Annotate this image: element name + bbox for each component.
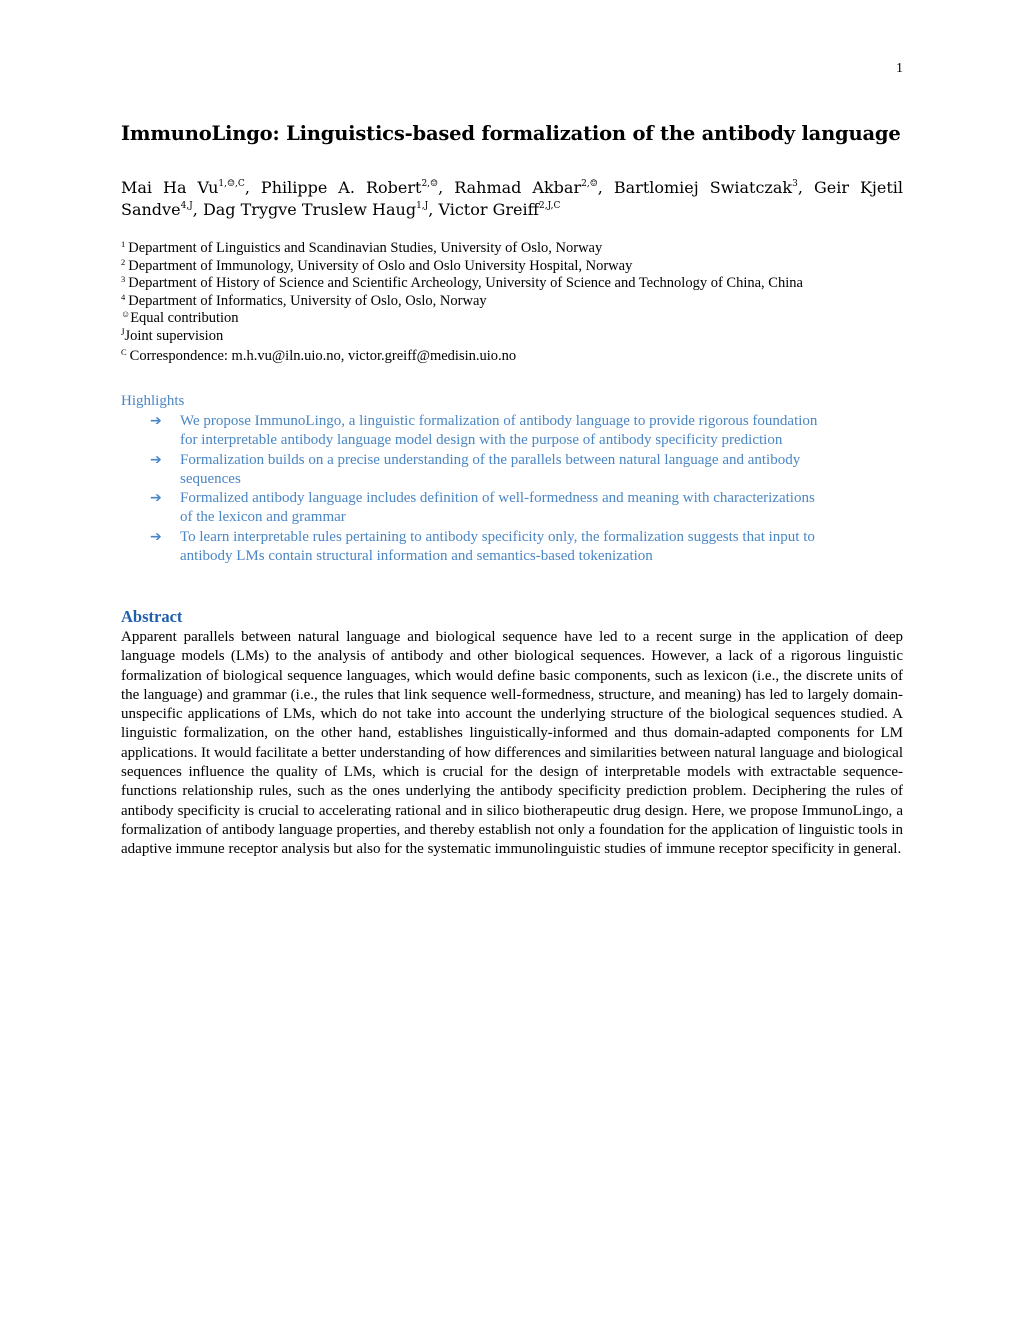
author: Rahmad Akbar$^{2,☺}$, — [454, 178, 614, 197]
highlights-section — [121, 391, 903, 566]
arrow-icon: ➔ — [150, 490, 162, 507]
affiliation: $^2$ Department of Immunology, University of Oslo and Oslo University Hospital, Norway — [121, 256, 633, 274]
affiliation: $^1$ Department of Linguistics and Scandinavian Studies, University of Oslo, Norway — [121, 239, 603, 256]
author: Bartlomiej Swiatczak$^3$, — [613, 178, 814, 197]
highlight-item: ➔ Formalized antibody language includes definition of well-formedness and meaning with characterizations of the lexicon and grammar — [150, 490, 815, 526]
footnote-joint-supervision: $^J$Joint supervision — [121, 326, 224, 344]
highlight-item: ➔ We propose ImmunoLingo, a linguistic formalization of antibody language to provide rigorous foundation for interpretable antibody language model design with the purpose of antibody specificity prediction — [150, 413, 818, 449]
paper-title: ImmunoLingo: Linguistics-based formalization of the antibody language — [121, 122, 901, 145]
affiliation: $^3$ Department of History of Science and Scientific Archeology, University of Science and Technology of China, China — [121, 274, 803, 291]
arrow-icon: ➔ — [150, 528, 162, 545]
page-number: 1 — [896, 61, 903, 76]
affiliation: $^4$ Department of Informatics, University of Oslo, Oslo, Norway — [121, 291, 487, 309]
author: Philippe A. Robert$^{2,☺}$, — [260, 178, 455, 197]
highlight-item: ➔ Formalization builds on a precise understanding of the parallels between natural language and antibody sequences — [150, 451, 801, 487]
author: Dag Trygve Truslew Haug$^{1,J}$, — [202, 200, 439, 219]
arrow-icon: ➔ — [150, 451, 162, 468]
author: Victor Greiff$^{2,J,C}$ — [438, 200, 561, 219]
abstract-section — [121, 606, 903, 860]
highlight-item: ➔ To learn interpretable rules pertaining to antibody specificity only, the formalization suggests that input to antibody LMs contain structural information and semantics-based tokenization — [150, 528, 815, 565]
footnote-correspondence: $^C$ Correspondence: m.h.vu@iln.uio.no, victor.greiff@medisin.uio.no — [121, 347, 517, 364]
abstract-heading: Abstract — [121, 607, 183, 626]
affiliation-list — [121, 240, 911, 366]
highlights-heading: Highlights — [121, 393, 185, 409]
author-list — [121, 177, 903, 221]
author: Geir Kjetil Sandve$^{4,J}$, — [121, 178, 904, 219]
abstract-body: Apparent parallels between natural language and biological sequence have led to a recent surge in the application of deep language models (LMs) to the analysis of antibody and other biological sequences. However, a lack of a rigorous linguistic formalization of biological sequence languages, which would define basic components, such as lexicon (i.e., the discrete units of the language) and grammar (i.e., the rules that link sequence well-formedness, structure, and meaning) has led to largely domain-unspecific applications of LMs, which do not take into account the underlying structure of the biological sequences studied. A linguistic formalization, on the other hand, establishes linguistically-informed and thus domain-adapted components for LM applications. It would facilitate a better understanding of how differences and similarities between natural language and biological sequences influence the quality of LMs, which is crucial for the design of interpretable models with extractable sequence-functions relationship rules, such as the ones underlying the antibody specificity prediction problem. Deciphering the rules of antibody specificity is crucial to accelerating rational and in silico biotherapeutic drug design. Here, we propose ImmunoLingo, a formalization of antibody language properties, and thereby establish not only a foundation for the application of linguistic tools in adaptive immune receptor analysis but also for the systematic immunolinguistic studies of immune receptor specificity in general. — [121, 629, 903, 858]
author: Mai Ha $Vu^{1,☺,C}$, — [121, 178, 261, 197]
arrow-icon: ➔ — [150, 413, 162, 429]
footnote-equal-contribution: ☺Equal contribution — [121, 309, 239, 326]
